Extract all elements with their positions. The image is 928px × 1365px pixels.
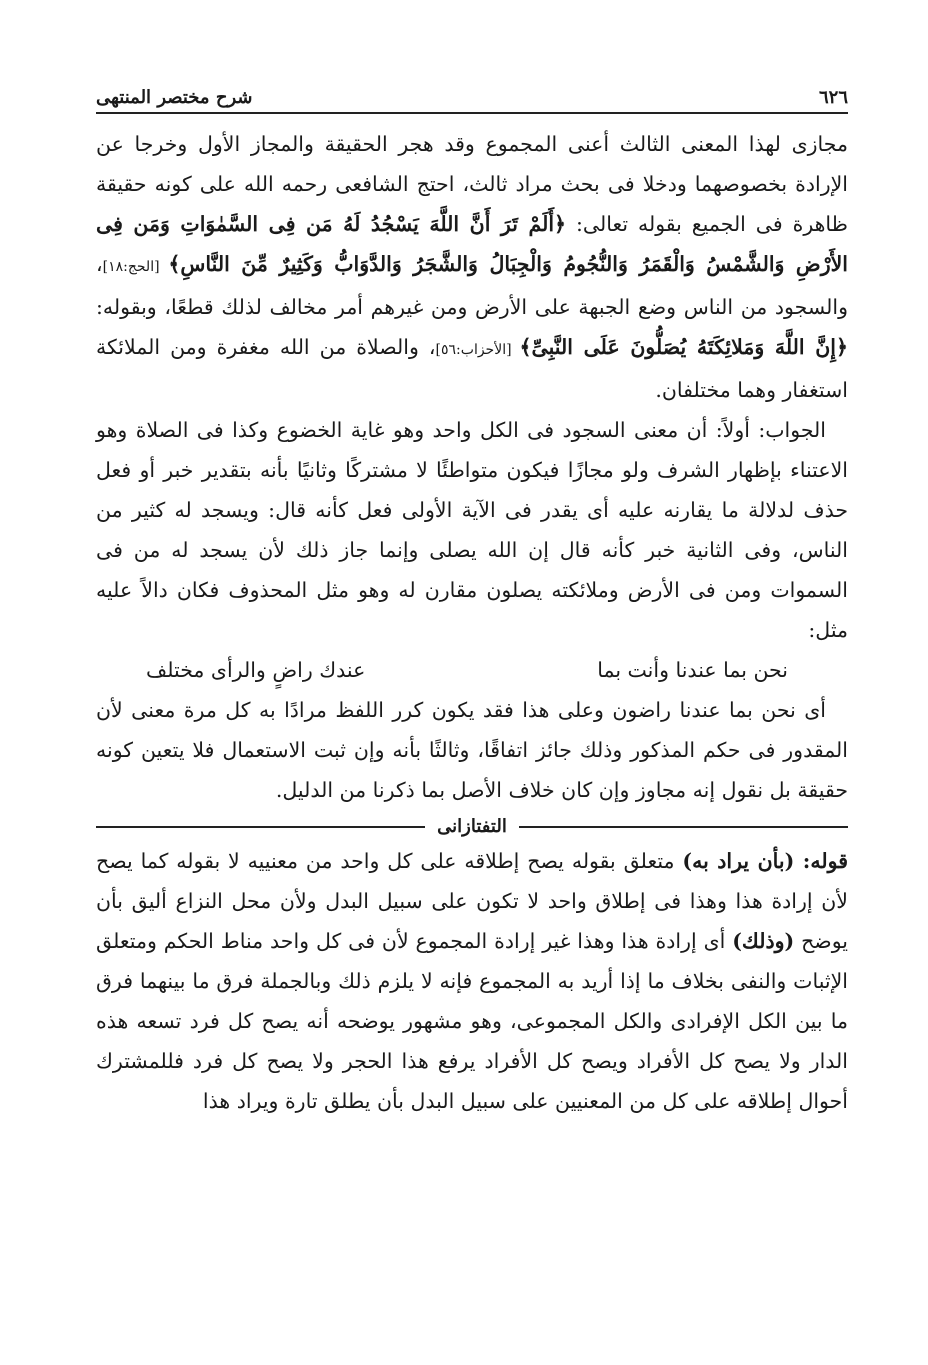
paragraph-1-text-b: ، والسجود من الناس وضع الجبهة على الأرض ومن غيرهم أمر مخالف لذلك قطعًا، وبقوله: — [96, 252, 848, 319]
commentary-quote-2: (وذلك) — [732, 929, 795, 953]
verse-second-hemistich: عندك راضٍ والرأى مختلف — [146, 658, 366, 682]
page-number: ٦٢٦ — [818, 87, 848, 108]
page — [96, 78, 848, 1121]
divider-line-left — [96, 826, 425, 828]
poetry-verse — [96, 650, 848, 690]
commentary-paragraph — [96, 841, 848, 1121]
paragraph-1-text-c: ، والصلاة من الله مغفرة ومن الملائكة استغفار وهما مختلفان. — [96, 335, 848, 402]
divider-line-right — [519, 826, 848, 828]
quran-verse-2: ﴿إِنَّ اللَّهَ وَمَلائِكَتَهُ يُصَلُّونَ عَلَى النَّبِىِّ﴾ — [519, 335, 849, 359]
commentator-name: التفتازانى — [437, 816, 507, 837]
commentary-text-1: متعلق بقوله يصح إطلاقه على كل واحد من معنييه لا بقوله كما يصح لأن إرادة هذا وهذا فى إطلاق واحد لا تكون على سبيل البدل ولأن محل النزاع أليق بأن يوضح — [96, 849, 849, 953]
paragraph-3: أى نحن بما عندنا راضون وعلى هذا فقد يكون كرر اللفظ مرادًا به كل مرة معنى لأن المقدور فى حكم المذكور وذلك جائز اتفاقًا، وثالثًا بأنه وإن ثبت الاستعمال فلا يتعين كونه حقيقة بل نقول إنه مجاوز وإن كان خلاف الأصل بما ذكرنا من الدليل. — [96, 698, 848, 802]
paragraph-1 — [96, 114, 848, 410]
verse-reference-1: [الحج:١٨] — [102, 259, 169, 275]
commentary-quote-1: (بأن يراد به) — [682, 849, 795, 873]
quran-verse-1: ﴿أَلَمْ تَرَ أَنَّ اللَّهَ يَسْجُدُ لَهُ مَن فِى السَّمٰوَاتِ وَمَن فِى الأَرْضِ وَالشَّمْسُ وَالْقَمَرُ وَالنُّجُومُ وَالْجِبَالُ وَالشَّجَرُ وَالدَّوَابُّ وَكَثِيرٌ مِّنَ النَّاسِ﴾ — [96, 212, 848, 276]
page-header — [96, 78, 848, 108]
commentary-text-2: أى إرادة هذا وهذا غير إرادة المجموع لأن فى كل واحد مناط الحكم ومتعلق الإثبات والنفى بخلاف ما إذا أريد به المجموع فإنه لا يلزم ذلك وبالجملة فرق ما بينهما فرق ما بين الكل الإفرادى والكل المجموعى، وهو مشهور يوضحه أنه يصح كل فرد تسعه هذه الدار ولا يصح كل الأفراد ويصح كل الأفراد يرفع هذا الحجر ولا يصح كل فرد فللمشترك أحوال إطلاقه على كل من المعنيين على سبيل البدل بأن يطلق تارة ويراد هذا — [96, 929, 848, 1113]
paragraph-1-text-a: مجازى لهذا المعنى الثالث أعنى المجموع وقد هجر الحقيقة والمجاز الأول وخرجا عن الإرادة بخصوصهما ودخلا فى بحث مراد ثالث، احتج الشافعى رحمه الله على كونه حقيقة ظاهرة فى الجميع بقوله تعالى: — [96, 132, 848, 236]
book-title: شرح مختصر المنتهى — [96, 87, 253, 108]
commentary-divider — [96, 816, 848, 837]
verse-reference-2: [الأحزاب:٥٦] — [435, 342, 520, 358]
verse-first-hemistich: نحن بما عندنا وأنت بما — [597, 658, 788, 682]
commentary-label: قوله: — [794, 849, 848, 873]
paragraph-2: الجواب: أولاً: أن معنى السجود فى الكل واحد وهو غاية الخضوع وكذا فى الصلاة وهو الاعتناء بإظهار الشرف ولو مجازًا فيكون متواطئًا لا مشتركًا وثانيًا بأنه بتقدير خبر أو فعل حذف لدلالة ما يقارنه عليه أى يقدر فى الآية الأولى فعل كأنه قال: ويسجد له كثير من الناس، وفى الثانية خبر كأنه قال إن الله يصلى وإنما جاز ذلك لأن يسجد له من فى السموات ومن فى الأرض وملائكته يصلون مقارن له وهو مثل المحذوف فكان دالاً عليه مثل: — [96, 418, 848, 642]
